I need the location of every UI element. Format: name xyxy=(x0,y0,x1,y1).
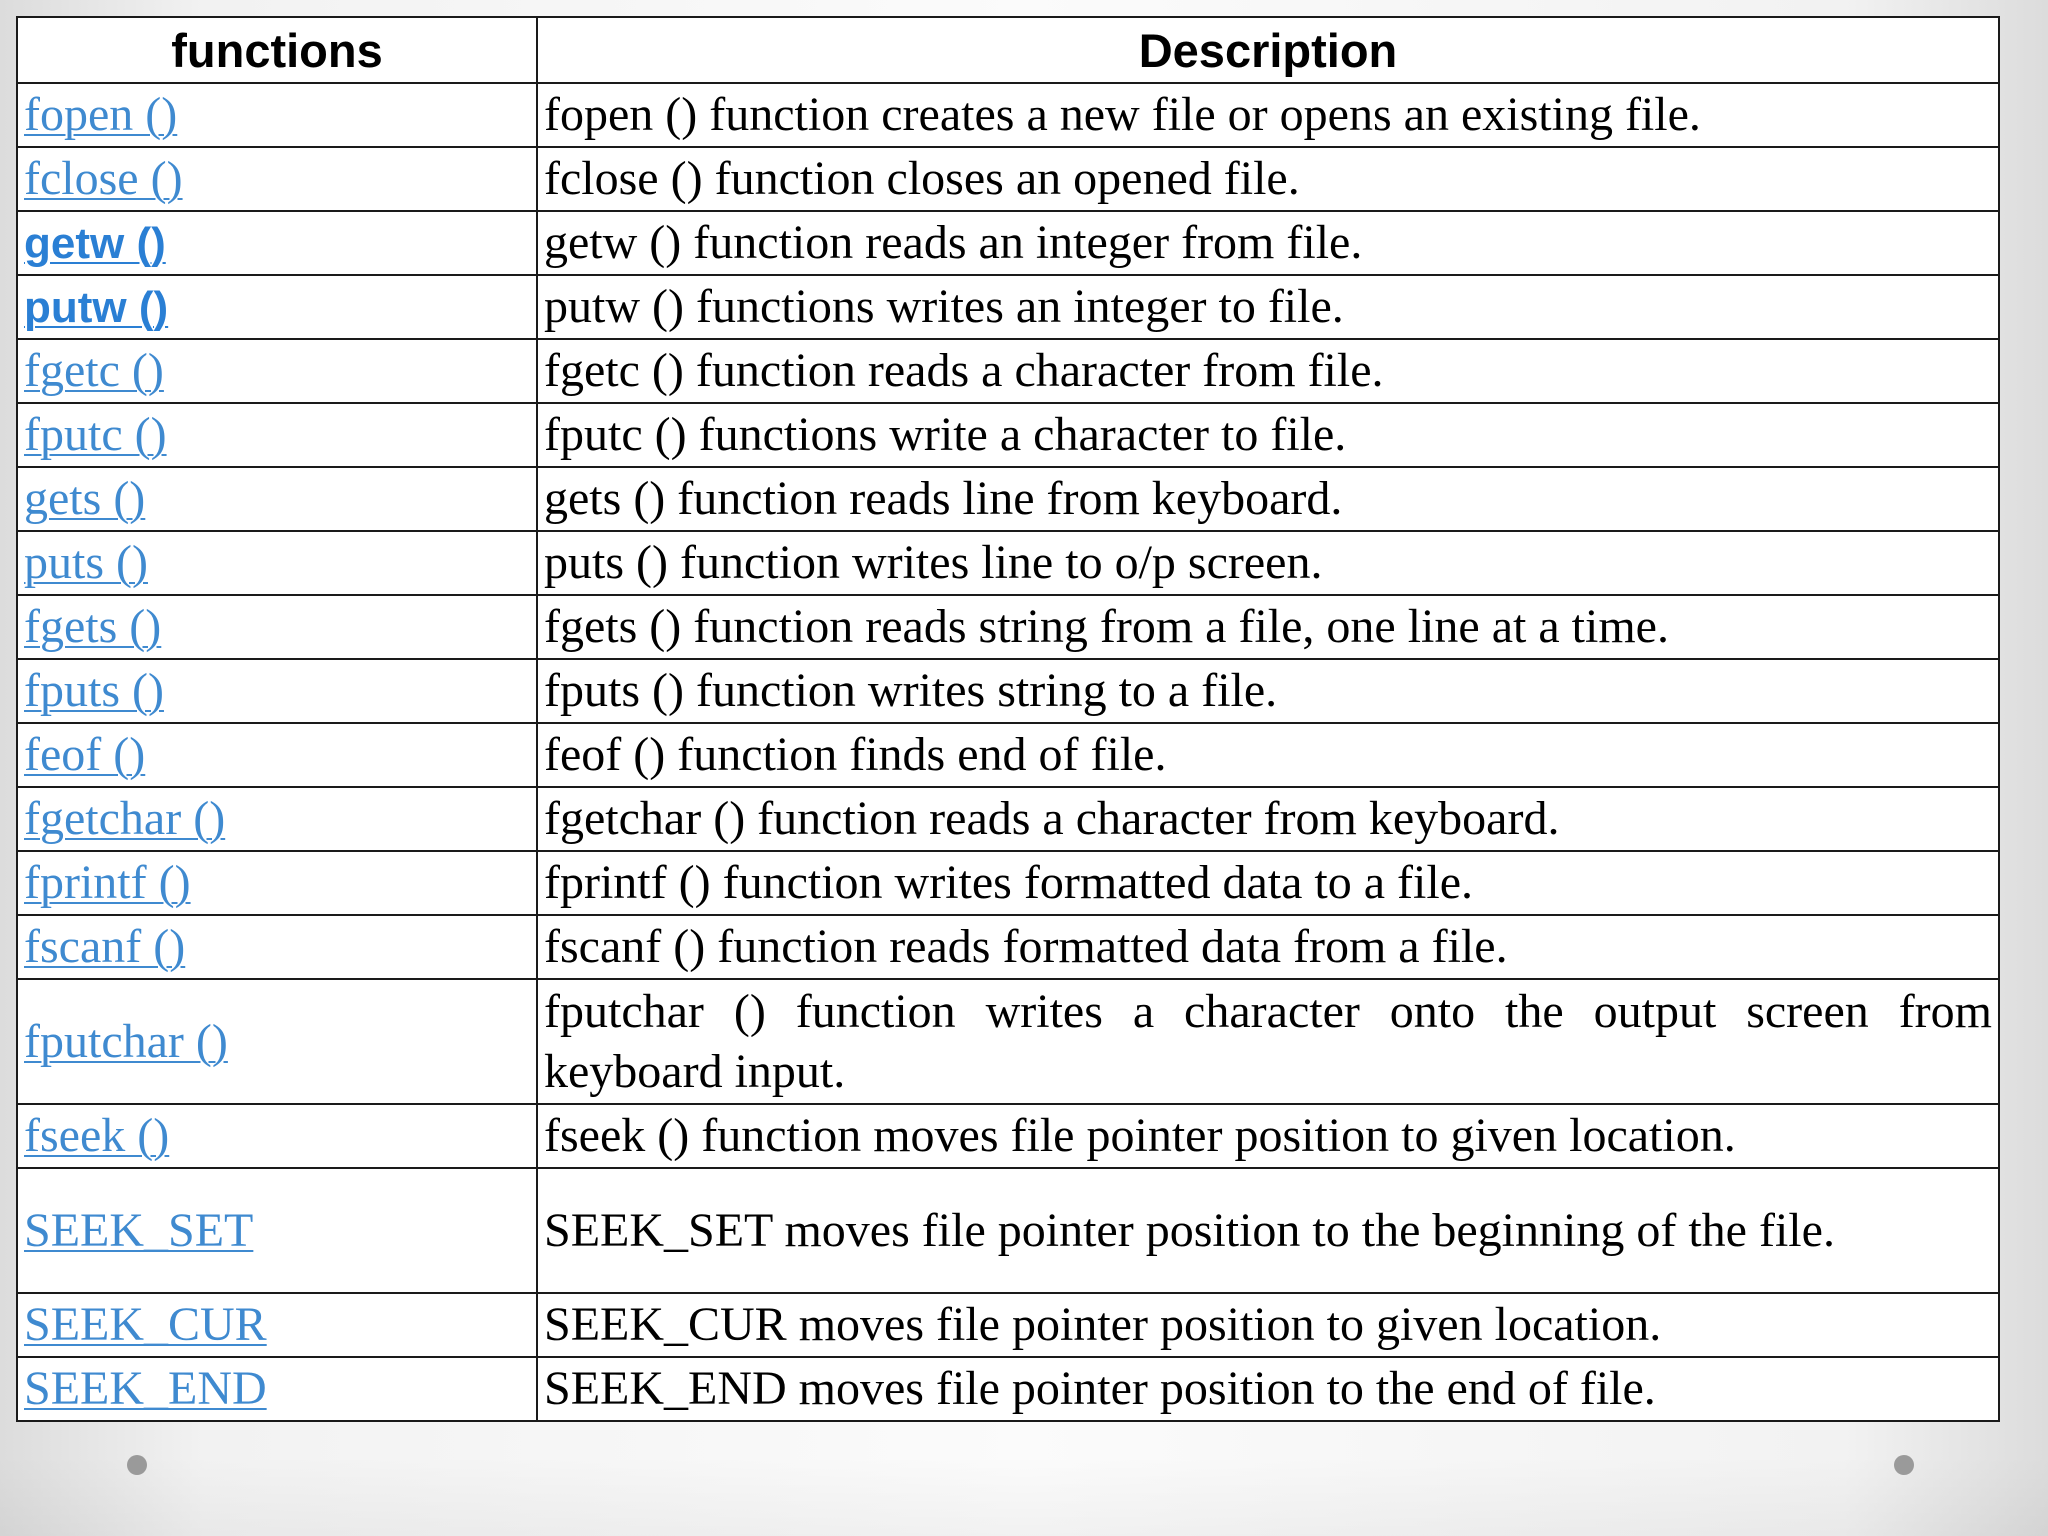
function-link-gets[interactable]: gets () xyxy=(24,472,146,525)
function-description: fputchar () function writes a character onto the output screen from keyboard input. xyxy=(537,979,1999,1104)
function-link-fclose[interactable]: fclose () xyxy=(24,152,183,205)
function-link-fgetc[interactable]: fgetc () xyxy=(24,344,164,397)
table-row xyxy=(17,339,1999,403)
function-link-fseek[interactable]: fseek () xyxy=(24,1109,170,1162)
table-row xyxy=(17,1293,1999,1357)
slide-dot-left xyxy=(127,1455,147,1475)
table-row xyxy=(17,275,1999,339)
function-link-puts[interactable]: puts () xyxy=(24,536,148,589)
function-link-fputc[interactable]: fputc () xyxy=(24,408,167,461)
function-link-fprintf[interactable]: fprintf () xyxy=(24,856,191,909)
table-row xyxy=(17,1357,1999,1421)
function-description: fgetchar () function reads a character from keyboard. xyxy=(537,787,1999,851)
function-link-fscanf[interactable]: fscanf () xyxy=(24,920,186,973)
function-description: fscanf () function reads formatted data from a file. xyxy=(537,915,1999,979)
function-link-fgets[interactable]: fgets () xyxy=(24,600,162,653)
table-header-row xyxy=(17,17,1999,83)
header-functions: functions xyxy=(17,17,537,83)
table-row xyxy=(17,595,1999,659)
functions-table xyxy=(16,16,2000,1422)
function-link-seek-end[interactable]: SEEK_END xyxy=(24,1362,267,1415)
table-row xyxy=(17,787,1999,851)
function-link-fopen[interactable]: fopen () xyxy=(24,88,178,141)
table-row xyxy=(17,531,1999,595)
table-row xyxy=(17,915,1999,979)
table-row xyxy=(17,979,1999,1104)
slide-background xyxy=(0,1456,2048,1536)
function-link-seek-set[interactable]: SEEK_SET xyxy=(24,1203,254,1257)
function-description: feof () function finds end of file. xyxy=(537,723,1999,787)
table-row xyxy=(17,1104,1999,1168)
table-row xyxy=(17,403,1999,467)
function-link-seek-cur[interactable]: SEEK_CUR xyxy=(24,1298,267,1351)
function-description: puts () function writes line to o/p screen. xyxy=(537,531,1999,595)
function-description: fputc () functions write a character to file. xyxy=(537,403,1999,467)
function-description: fgetc () function reads a character from file. xyxy=(537,339,1999,403)
function-link-fputs[interactable]: fputs () xyxy=(24,664,164,717)
table-row xyxy=(17,467,1999,531)
function-description: gets () function reads line from keyboard. xyxy=(537,467,1999,531)
table-row xyxy=(17,659,1999,723)
function-description: SEEK_END moves file pointer position to the end of file. xyxy=(537,1357,1999,1421)
table-row xyxy=(17,211,1999,275)
function-description: fprintf () function writes formatted data to a file. xyxy=(537,851,1999,915)
function-description: putw () functions writes an integer to file. xyxy=(537,275,1999,339)
function-link-fputchar[interactable]: fputchar () xyxy=(24,1014,228,1068)
function-description: fgets () function reads string from a file, one line at a time. xyxy=(537,595,1999,659)
table-row xyxy=(17,723,1999,787)
function-description: fputs () function writes string to a file. xyxy=(537,659,1999,723)
table-row xyxy=(17,851,1999,915)
header-description: Description xyxy=(537,17,1999,83)
function-description: SEEK_CUR moves file pointer position to given location. xyxy=(537,1293,1999,1357)
table-row xyxy=(17,83,1999,147)
function-description: fclose () function closes an opened file. xyxy=(537,147,1999,211)
function-description: fopen () function creates a new file or opens an existing file. xyxy=(537,83,1999,147)
function-link-feof[interactable]: feof () xyxy=(24,728,146,781)
function-link-putw[interactable]: putw () xyxy=(24,282,169,332)
function-link-fgetchar[interactable]: fgetchar () xyxy=(24,792,226,845)
function-link-getw[interactable]: getw () xyxy=(24,218,166,268)
table-row xyxy=(17,147,1999,211)
function-description: getw () function reads an integer from file. xyxy=(537,211,1999,275)
function-description: SEEK_SET moves file pointer position to the beginning of the file. xyxy=(537,1168,1999,1293)
function-description: fseek () function moves file pointer position to given location. xyxy=(537,1104,1999,1168)
table-row xyxy=(17,1168,1999,1293)
slide-dot-right xyxy=(1894,1455,1914,1475)
